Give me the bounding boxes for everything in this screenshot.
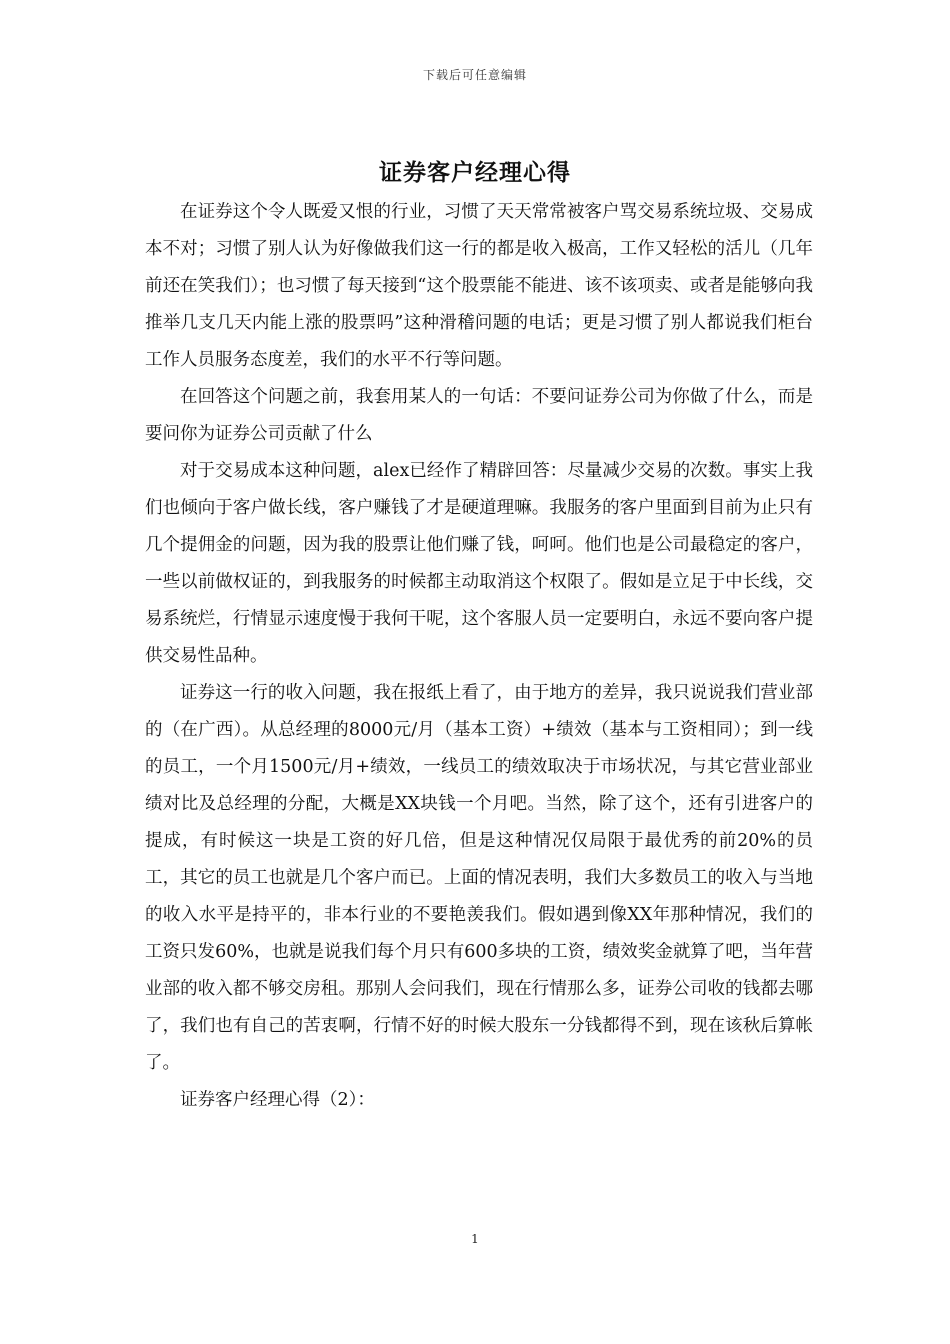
paragraph: 证券这一行的收入问题，我在报纸上看了，由于地方的差异，我只说说我们营业部的（在广西）。从总经理的8000元/月（基本工资）+绩效（基本与工资相同）；到一线的员工，一个月1500元/月+绩效，一线员工的绩效取决于市场状况，与其它营业部业绩对比及总经理的分配，大概是XX块钱一个月吧。当然，除了这个，还有引进客户的提成，有时候这一块是工资的好几倍，但是这种情况仅局限于最优秀的前20%的员工，其它的员工也就是几个客户而已。上面的情况表明，我们大多数员工的收入与当地的收入水平是持平的，非本行业的不要艳羡我们。假如遇到像XX年那种情况，我们的工资只发60%，也就是说我们每个月只有600多块的工资，绩效奖金就算了吧，当年营业部的收入都不够交房租。那别人会问我们，现在行情那么多，证券公司收的钱都去哪了，我们也有自己的苦衷啊，行情不好的时候大股东一分钱都得不到，现在该秋后算帐了。 (145, 683, 813, 1073)
page-header: 下载后可任意编辑 (422, 68, 527, 82)
paragraph: 对于交易成本这种问题，alex已经作了精辟回答：尽量减少交易的次数。事实上我们也倾向于客户做长线，客户赚钱了才是硬道理嘛。我服务的客户里面到目前为止只有几个提佣金的问题，因为我的股票让他们赚了钱，呵呵。他们也是公司最稳定的客户，一些以前做权证的，到我服务的时候都主动取消这个权限了。假如是立足于中长线，交易系统烂，行情显示速度慢于我何干呢，这个客服人员一定要明白，永远不要向客户提供交易性品种。 (145, 461, 813, 666)
paragraph: 在证券这个令人既爱又恨的行业，习惯了天天常常被客户骂交易系统垃圾、交易成本不对；习惯了别人认为好像做我们这一行的都是收入极高，工作又轻松的活儿（几年前还在笑我们）；也习惯了每天接到“这个股票能不能进、该不该项卖、或者是能够向我推举几支几天内能上涨的股票吗”这种滑稽问题的电话；更是习惯了别人都说我们柜台工作人员服务态度差，我们的水平不行等问题。 (145, 202, 813, 370)
document-title: 证券客户经理心得 (379, 159, 571, 186)
page-number: 1 (471, 1232, 479, 1246)
paragraph: 在回答这个问题之前，我套用某人的一句话：不要问证券公司为你做了什么，而是要问你为证券公司贡献了什么 (145, 387, 813, 444)
paragraph: 证券客户经理心得（2）： (180, 1090, 375, 1110)
document-body (145, 194, 813, 1119)
